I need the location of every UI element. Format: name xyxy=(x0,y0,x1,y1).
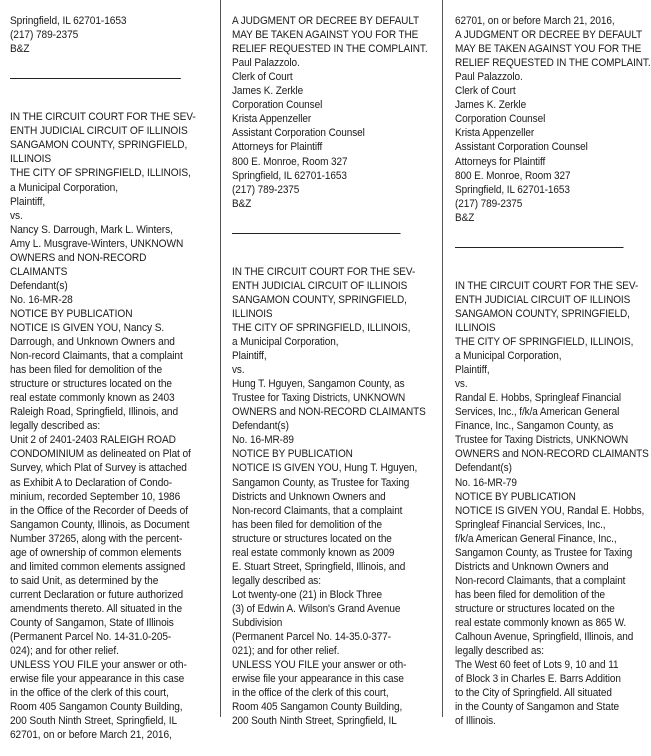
notice-column-2 xyxy=(232,0,428,728)
column-divider xyxy=(442,0,443,717)
notice-text-block: IN THE CIRCUIT COURT FOR THE SEV- ENTH JUDICIAL CIRCUIT OF ILLINOIS SANGAMON COUNTY, SPRINGFIELD, ILLINOIS THE CITY OF SPRINGFIELD, ILLINOIS, a Municipal Corporation, Plaintiff, vs. Randal E. Hobbs, Springleaf Financial Services, Inc., f/k/a American General Finance, Inc., Sangamon County, as Trustee for Taxing Districts, UNKNOWN OWNERS and NON-RECORD CLAIMANTS Defendant(s) No. 16-MR-79 NOTICE BY PUBLICATION NOTICE IS GIVEN YOU, Randal E. Hobbs, Springleaf Financial Services, Inc., f/k/a American General Finance, Inc., Sangamon County, as Trustee for Taxing Districts and Unknown Owners and Non-record Claimants, that a complaint has been filed for demolition of the structure or structures located on the real estate commonly known as 865 W. Calhoun Avenue, Springfield, Illinois, and legally described as: The West 60 feet of Lots 9, 10 and 11 of Block 3 in Charles E. Barrs Addition to the City of Springfield. All situated in the County of Sangamon and State of Illinois. xyxy=(455,279,649,728)
notice-text-block: IN THE CIRCUIT COURT FOR THE SEV- ENTH JUDICIAL CIRCUIT OF ILLINOIS SANGAMON COUNTY, SPRINGFIELD, ILLINOIS THE CITY OF SPRINGFIELD, ILLINOIS, a Municipal Corporation, Plaintiff, vs. Hung T. Hguyen, Sangamon County, as Trustee for Taxing Districts, UNKNOWN OWNERS and NON-RECORD CLAIMANTS Defendant(s) No. 16-MR-89 NOTICE BY PUBLICATION NOTICE IS GIVEN YOU, Hung T. Hguyen, Sangamon County, as Trustee for Taxing Districts and Unknown Owners and Non-record Claimants, that a complaint has been filed for demolition of the structure or structures located on the real estate commonly known as 2009 E. Stuart Street, Springfield, Illinois, and legally described as: Lot twenty-one (21) in Block Three (3) of Edwin A. Wilson's Grand Avenue Subdivision (Permanent Parcel No. 14-35.0-377- 021); and for other relief. UNLESS YOU FILE your answer or oth- erwise file your appearance in this case in the office of the clerk of this court, Room 405 Sangamon County Building, 200 South Ninth Street, Springfield, IL xyxy=(232,265,426,728)
notice-column-1 xyxy=(10,0,206,742)
notice-separator xyxy=(232,233,401,234)
notice-column-3 xyxy=(455,0,651,728)
notice-text-block: A JUDGMENT OR DECREE BY DEFAULT MAY BE TAKEN AGAINST YOU FOR THE RELIEF REQUESTED IN THE COMPLAINT. Paul Palazzolo. Clerk of Court James K. Zerkle Corporation Counsel Krista Appenzeller Assistant Corporation Counsel Attorneys for Plaintiff 800 E. Monroe, Room 327 Springfield, IL 62701-1653 (217) 789-2375 B&Z xyxy=(232,15,428,210)
notice-text-block: IN THE CIRCUIT COURT FOR THE SEV- ENTH JUDICIAL CIRCUIT OF ILLINOIS SANGAMON COUNTY, SPRINGFIELD, ILLINOIS THE CITY OF SPRINGFIELD, ILLINOIS, a Municipal Corporation, Plaintiff, vs. Nancy S. Darrough, Mark L. Winters, Amy L. Musgrave-Winters, UNKNOWN OWNERS and NON-RECORD CLAIMANTS Defendant(s) No. 16-MR-28 NOTICE BY PUBLICATION NOTICE IS GIVEN YOU, Nancy S. Darrough, and Unknown Owners and Non-record Claimants, that a complaint has been filed for demolition of the structure or structures located on the real estate commonly known as 2403 Raleigh Road, Springfield, Illinois, and legally described as: Unit 2 of 2401-2403 RALEIGH ROAD CONDOMINIUM as delineated on Plat of Survey, which Plat of Survey is attached as Exhibit A to Declaration of Condo- minium, recorded September 10, 1986 in the Office of the Recorder of Deeds of Sangamon County, Illinois, as Document Number 37265, along with the percent- age of ownership of common elements and limited common elements assigned to said Unit, as determined by the current Declaration or future authorized amendments thereto. All situated in the County of Sangamon, State of Illinois (Permanent Parcel No. 14-31.0-205- 024); and for other relief. UNLESS YOU FILE your answer or oth- erwise file your appearance in this case in the office of the clerk of this court, Room 405 Sangamon County Building, 200 South Ninth Street, Springfield, IL 62701, on or before March 21, 2016, xyxy=(10,111,196,742)
notice-text-block: 62701, on or before March 21, 2016, A JUDGMENT OR DECREE BY DEFAULT MAY BE TAKEN AGAINST YOU FOR THE RELIEF REQUESTED IN THE COMPLAINT. Paul Palazzolo. Clerk of Court James K. Zerkle Corporation Counsel Krista Appenzeller Assistant Corporation Counsel Attorneys for Plaintiff 800 E. Monroe, Room 327 Springfield, IL 62701-1653 (217) 789-2375 B&Z xyxy=(455,15,651,224)
notice-separator xyxy=(10,78,181,79)
notice-separator xyxy=(455,247,624,248)
column-divider xyxy=(220,0,221,717)
notice-text-block: Springfield, IL 62701-1653 (217) 789-2375 B&Z xyxy=(10,15,127,56)
